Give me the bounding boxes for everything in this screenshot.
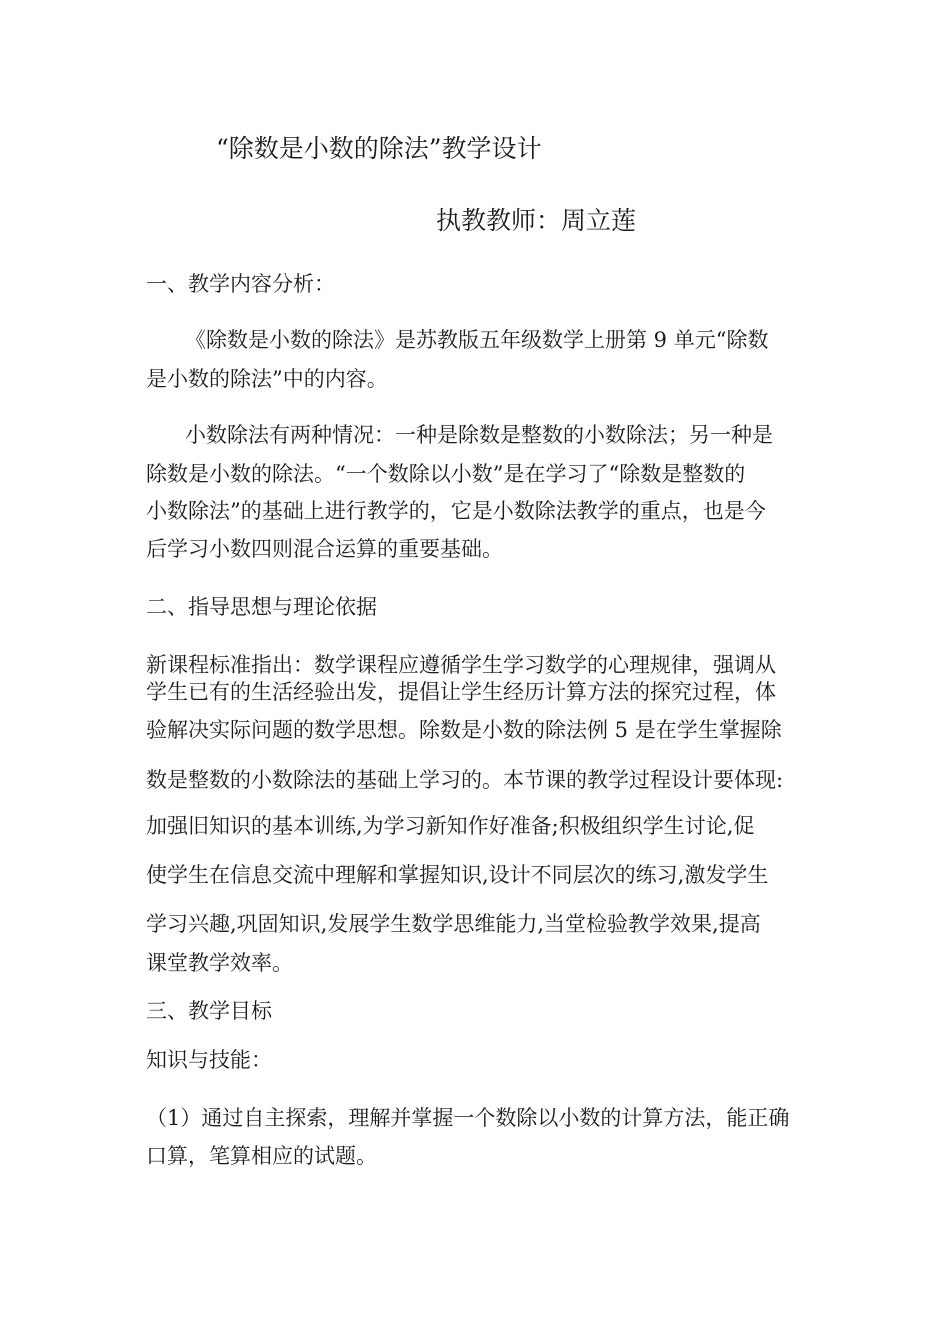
section3-subheading: 知识与技能：	[146, 1048, 272, 1072]
section3-item1-line1: （1）通过自主探索，理解并掌握一个数除以小数的计算方法，能正确	[146, 1106, 790, 1130]
section2-para-line1: 新课程标准指出：数学课程应遵循学生学习数学的心理规律，强调从	[146, 653, 776, 677]
section2-para-line8: 课堂教学效率。	[146, 951, 293, 975]
teacher-name: 执教教师：周立莲	[436, 206, 637, 235]
section2-para-line5: 加强旧知识的基本训练,为学习新知作好准备;积极组织学生讨论,促	[146, 814, 755, 838]
section2-heading: 二、指导思想与理论依据	[146, 595, 377, 619]
section1-heading: 一、教学内容分析：	[146, 272, 335, 296]
section3-heading: 三、教学目标	[146, 999, 272, 1023]
section1-para2-line1: 小数除法有两种情况：一种是除数是整数的小数除法；另一种是	[185, 423, 773, 447]
section2-para-line3: 验解决实际问题的数学思想。除数是小数的除法例 5 是在学生掌握除	[146, 718, 782, 742]
section2-para-line4: 数是整数的小数除法的基础上学习的。本节课的教学过程设计要体现:	[146, 768, 784, 792]
section2-para-line7: 学习兴趣,巩固知识,发展学生数学思维能力,当堂检验教学效果,提高	[146, 912, 761, 936]
section3-item1-line2: 口算，笔算相应的试题。	[146, 1144, 377, 1168]
section1-para1-line1: 《除数是小数的除法》是苏教版五年级数学上册第 9 单元“除数	[185, 328, 769, 352]
section2-para-line6: 使学生在信息交流中理解和掌握知识,设计不同层次的练习,激发学生	[146, 863, 769, 887]
section1-para2-line3: 小数除法”的基础上进行教学的，它是小数除法教学的重点，也是今	[146, 499, 766, 523]
section2-para-line2: 学生已有的生活经验出发，提倡让学生经历计算方法的探究过程，体	[146, 680, 776, 704]
section1-para2-line4: 后学习小数四则混合运算的重要基础。	[146, 537, 503, 561]
section1-para1-line2: 是小数的除法”中的内容。	[146, 367, 388, 391]
section1-para2-line2: 除数是小数的除法。“一个数除以小数”是在学习了“除数是整数的	[146, 462, 746, 486]
document-title: “除数是小数的除法”教学设计	[216, 134, 542, 163]
